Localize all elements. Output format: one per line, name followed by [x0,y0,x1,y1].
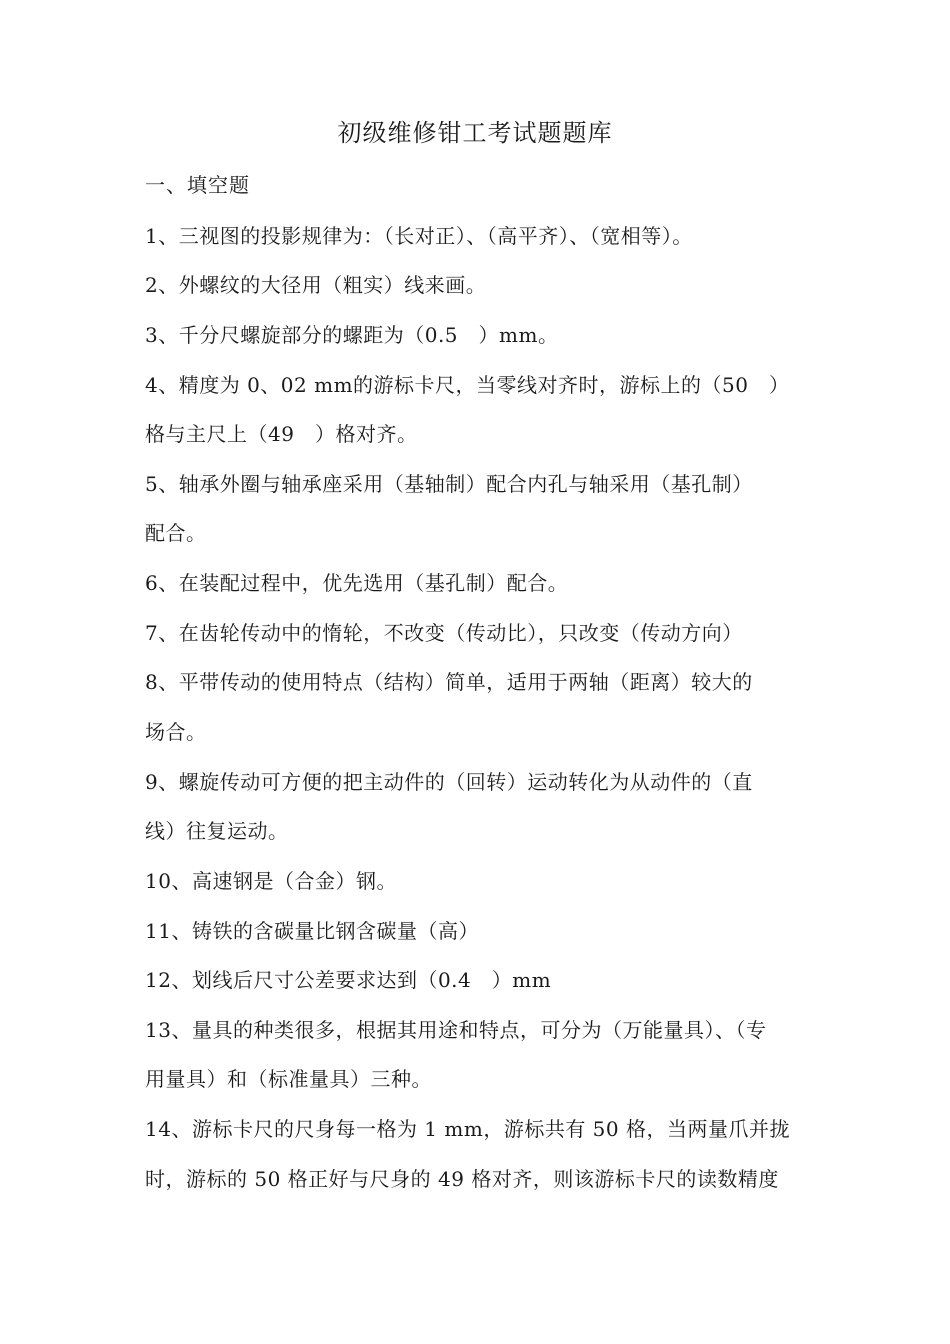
question-line: 线）往复运动。 [145,819,289,843]
question-line: 12、划线后尺寸公差要求达到（0.4 ）mm [145,968,552,992]
question-line: 11、铸铁的含碳量比钢含碳量（高） [145,919,479,943]
page-title: 初级维修钳工考试题题库 [337,119,613,147]
question-line: 4、精度为 0、02 mm的游标卡尺，当零线对齐时，游标上的（50 ） [145,373,790,397]
question-line: 13、量具的种类很多，根据其用途和特点，可分为（万能量具）、（专 [145,1018,767,1042]
question-line: 9、螺旋传动可方便的把主动件的（回转）运动转化为从动件的（直 [145,770,753,794]
question-line: 用量具）和（标准量具）三种。 [145,1067,432,1091]
question-line: 8、平带传动的使用特点（结构）简单，适用于两轴（距离）较大的 [145,670,753,694]
question-line: 14、游标卡尺的尺身每一格为 1 mm，游标共有 50 格，当两量爪并拢 [145,1117,790,1141]
question-line: 3、千分尺螺旋部分的螺距为（0.5 ）mm。 [145,323,559,347]
question-line: 格与主尺上（49 ）格对齐。 [145,422,418,446]
question-line: 配合。 [145,521,207,545]
question-line: 10、高速钢是（合金）钢。 [145,869,397,893]
question-line: 6、在装配过程中，优先选用（基孔制）配合。 [145,571,569,595]
question-line: 7、在齿轮传动中的惰轮，不改变（传动比），只改变（传动方向） [145,621,743,645]
section-heading: 一、填空题 [145,173,250,197]
question-line: 5、轴承外圈与轴承座采用（基轴制）配合内孔与轴采用（基孔制） [145,472,753,496]
question-line: 场合。 [145,720,207,744]
question-line: 2、外螺纹的大径用（粗实）线来画。 [145,273,487,297]
question-line: 1、三视图的投影规律为：（长对正）、（高平齐）、（宽相等）。 [145,224,693,248]
question-line: 时，游标的 50 格正好与尺身的 49 格对齐，则该游标卡尺的读数精度 [145,1167,779,1191]
